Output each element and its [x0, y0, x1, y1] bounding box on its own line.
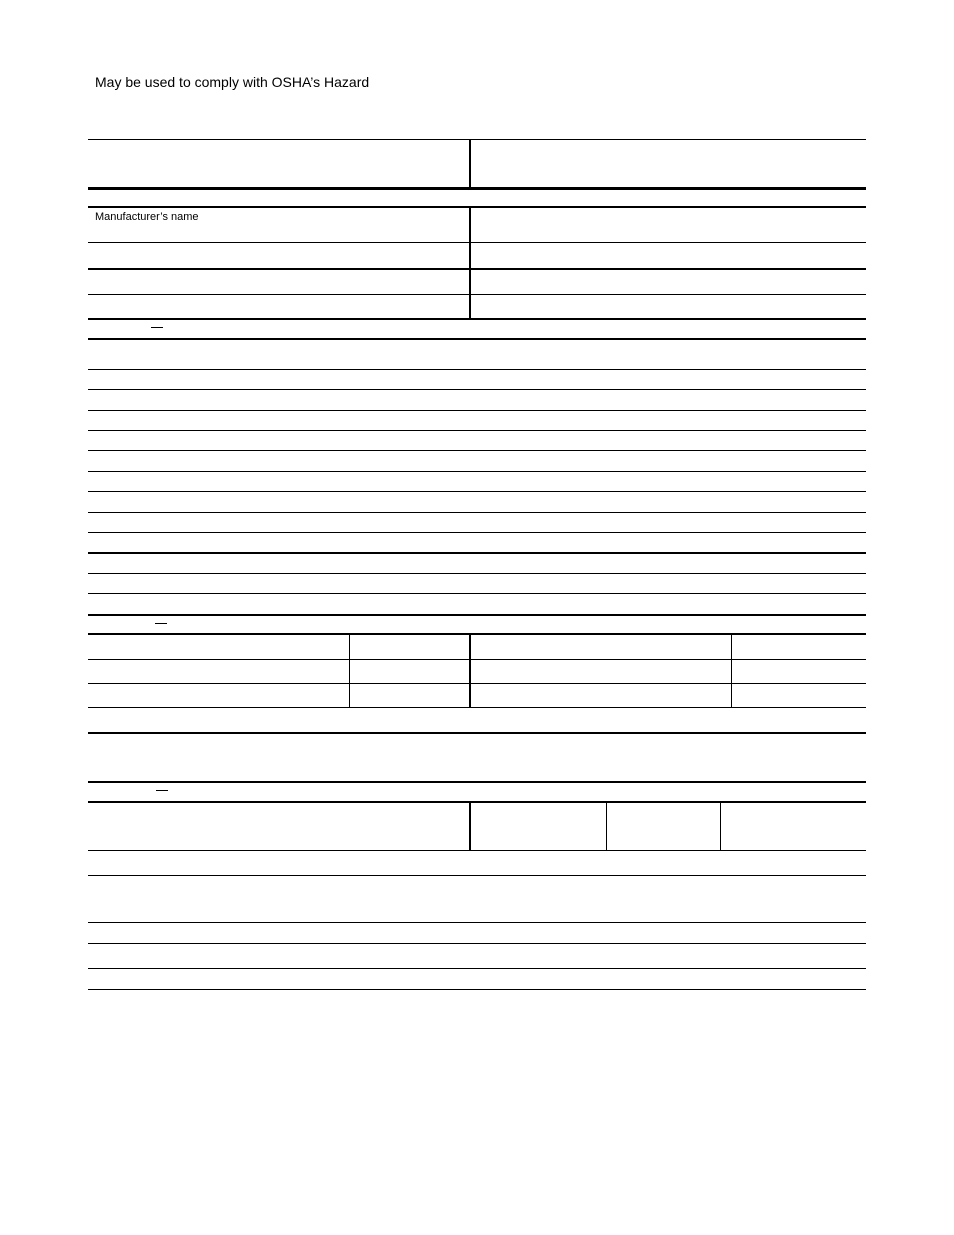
section-4-divider-1 — [469, 803, 471, 851]
section-2-row-2 — [88, 389, 866, 390]
section-2-row-7 — [88, 491, 866, 492]
section-2-row-3 — [88, 410, 866, 411]
section-1-row-1 — [88, 242, 866, 243]
section-2-row-10 — [88, 552, 866, 554]
section-4-row-1 — [88, 850, 866, 851]
section-3-top-rule — [88, 633, 866, 635]
section-4-top-rule — [88, 801, 866, 803]
section-4-divider-3 — [720, 803, 721, 851]
section-3-marker — [155, 623, 167, 624]
section-3-row-3 — [88, 707, 866, 708]
section-4-marker — [156, 790, 168, 791]
form-top-rule — [88, 139, 866, 140]
section-3-row-4 — [88, 732, 866, 734]
section-3-divider-3 — [731, 635, 732, 707]
section-2-row-1 — [88, 369, 866, 370]
section-2-row-8 — [88, 512, 866, 513]
section-2-marker — [151, 327, 163, 328]
section-4-row-5 — [88, 968, 866, 969]
section-3-row-2 — [88, 683, 866, 684]
manufacturer-name-label: Manufacturer’s name — [95, 211, 199, 223]
section-4-row-3 — [88, 922, 866, 923]
section-2-top-rule — [88, 338, 866, 340]
section-3-divider-1 — [349, 635, 350, 707]
section-2-row-4 — [88, 430, 866, 431]
section-1-top-rule — [88, 206, 866, 208]
section-4-row-2 — [88, 875, 866, 876]
section-4-divider-2 — [606, 803, 607, 851]
section-3-bottom-rule — [88, 781, 866, 783]
section-4-row-4 — [88, 943, 866, 944]
section-2-bottom-rule — [88, 614, 866, 616]
section-2-row-9 — [88, 532, 866, 533]
section-2-row-5 — [88, 450, 866, 451]
section-4-bottom-rule — [88, 989, 866, 990]
section-3-row-1 — [88, 659, 866, 660]
section-3-divider-2 — [469, 635, 471, 707]
section-2-row-12 — [88, 593, 866, 594]
identity-divider — [469, 140, 471, 189]
section-1-bottom-rule — [88, 318, 866, 320]
section-1-divider — [469, 208, 471, 318]
section-1-row-2 — [88, 268, 866, 270]
section-2-row-11 — [88, 573, 866, 574]
header-note: May be used to comply with OSHA’s Hazard — [95, 74, 370, 90]
section-2-row-6 — [88, 471, 866, 472]
identity-bottom-rule — [88, 187, 866, 190]
section-1-row-3 — [88, 294, 866, 295]
